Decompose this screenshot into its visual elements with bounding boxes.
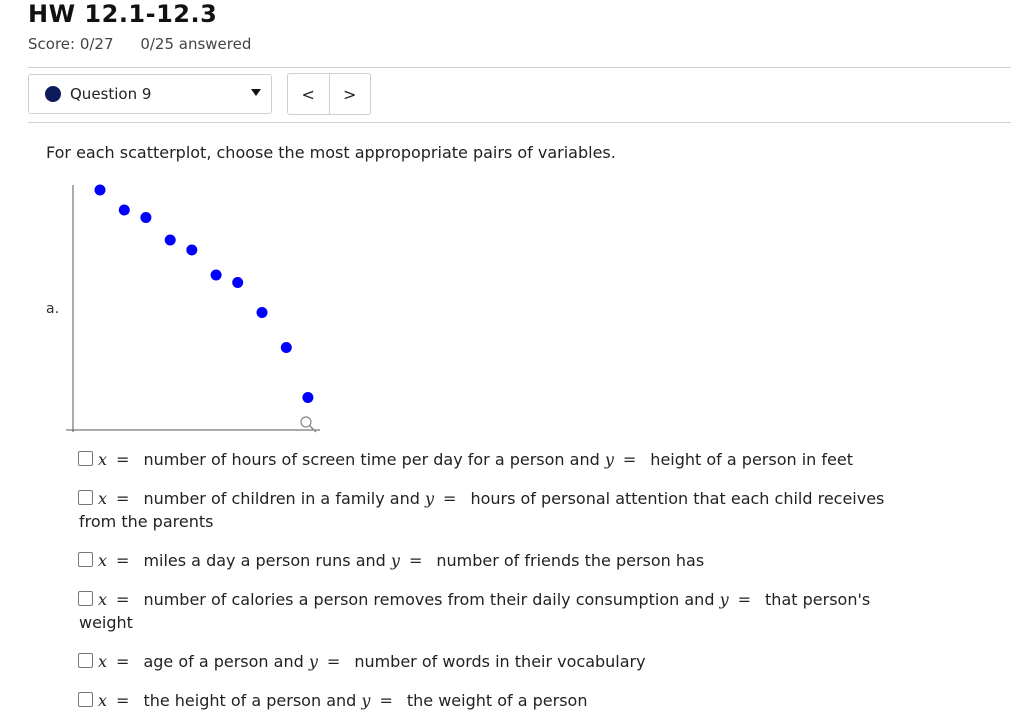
homework-title: HW 12.1-12.3 xyxy=(28,0,218,28)
option-text xyxy=(98,549,704,572)
y-variable: y xyxy=(424,489,435,508)
answer-option[interactable] xyxy=(78,487,978,533)
scatter-point xyxy=(211,270,222,281)
equals-sign: = xyxy=(408,551,423,570)
equals-sign: = xyxy=(116,590,130,609)
y-description: hours of personal attention that each child receives xyxy=(470,489,885,508)
next-question-button[interactable]: > xyxy=(343,84,357,104)
option-text xyxy=(79,487,885,533)
answered-text: 0/25 answered xyxy=(140,35,252,53)
question-status-dot xyxy=(45,86,61,102)
x-variable: x xyxy=(98,489,108,508)
magnify-icon[interactable] xyxy=(301,417,316,432)
y-description: number of words in their vocabulary xyxy=(354,652,646,671)
option-text xyxy=(79,588,871,634)
equals-sign: = xyxy=(116,691,130,710)
equals-sign: = xyxy=(622,450,637,469)
answer-option[interactable] xyxy=(78,448,978,471)
option-checkbox[interactable] xyxy=(78,451,93,466)
answer-option[interactable] xyxy=(78,549,978,572)
scatter-point xyxy=(232,277,243,288)
y-variable: y xyxy=(390,551,400,570)
scatter-point xyxy=(302,392,313,403)
x-variable: x xyxy=(98,551,108,570)
equals-sign: = xyxy=(443,489,457,508)
x-description: number of hours of screen time per day for a person and xyxy=(143,450,600,469)
question-select[interactable] xyxy=(28,74,272,114)
x-description: number of calories a person removes from their daily consumption and xyxy=(143,590,715,609)
equals-sign: = xyxy=(326,652,341,671)
y-variable: y xyxy=(604,450,614,469)
scatter-point xyxy=(165,235,176,246)
question-select-label: Question 9 xyxy=(70,85,152,103)
option-text xyxy=(98,448,853,471)
divider-top xyxy=(28,67,1011,68)
x-description: the height of a person and xyxy=(143,691,357,710)
y-description: height of a person in feet xyxy=(650,450,853,469)
y-variable: y xyxy=(719,590,729,609)
option-checkbox[interactable] xyxy=(78,692,93,707)
scatter-point xyxy=(119,205,130,216)
x-description: age of a person and xyxy=(143,652,304,671)
equals-sign: = xyxy=(116,551,130,570)
option-text xyxy=(98,650,646,673)
y-variable: y xyxy=(308,652,318,671)
score-text: Score: 0/27 xyxy=(28,35,114,53)
scatter-point xyxy=(140,212,151,223)
option-text-continued: weight xyxy=(79,613,133,632)
equals-sign: = xyxy=(737,590,752,609)
option-checkbox[interactable] xyxy=(78,591,93,606)
score-row xyxy=(28,35,273,53)
option-text xyxy=(98,689,587,712)
answer-option[interactable] xyxy=(78,650,978,673)
x-variable: x xyxy=(98,450,108,469)
y-description: number of friends the person has xyxy=(436,551,705,570)
equals-sign: = xyxy=(116,450,130,469)
equals-sign: = xyxy=(116,652,130,671)
option-checkbox[interactable] xyxy=(78,490,93,505)
x-description: miles a day a person runs and xyxy=(143,551,386,570)
option-checkbox[interactable] xyxy=(78,653,93,668)
y-description: that person's xyxy=(765,590,871,609)
answer-options xyxy=(78,448,978,728)
x-variable: x xyxy=(98,590,108,609)
equals-sign: = xyxy=(379,691,393,710)
caret-down-icon xyxy=(251,89,261,96)
scatter-point xyxy=(257,307,268,318)
x-variable: x xyxy=(98,652,108,671)
question-prompt: For each scatterplot, choose the most appropopriate pairs of variables. xyxy=(46,143,616,162)
x-variable: x xyxy=(98,691,108,710)
divider-bottom xyxy=(28,122,1011,123)
answer-option[interactable] xyxy=(78,689,978,712)
scatter-point xyxy=(186,245,197,256)
scatter-point xyxy=(95,185,106,196)
option-checkbox[interactable] xyxy=(78,552,93,567)
scatter-point xyxy=(281,342,292,353)
previous-question-button[interactable]: < xyxy=(288,74,330,114)
question-nav-group xyxy=(287,73,371,115)
y-variable: y xyxy=(361,691,371,710)
x-description: number of children in a family and xyxy=(143,489,420,508)
equals-sign: = xyxy=(116,489,130,508)
answer-option[interactable] xyxy=(78,588,978,634)
part-label: a. xyxy=(46,301,60,317)
y-description: the weight of a person xyxy=(406,691,588,710)
option-text-continued: from the parents xyxy=(79,512,214,531)
scatter-points xyxy=(95,185,314,404)
